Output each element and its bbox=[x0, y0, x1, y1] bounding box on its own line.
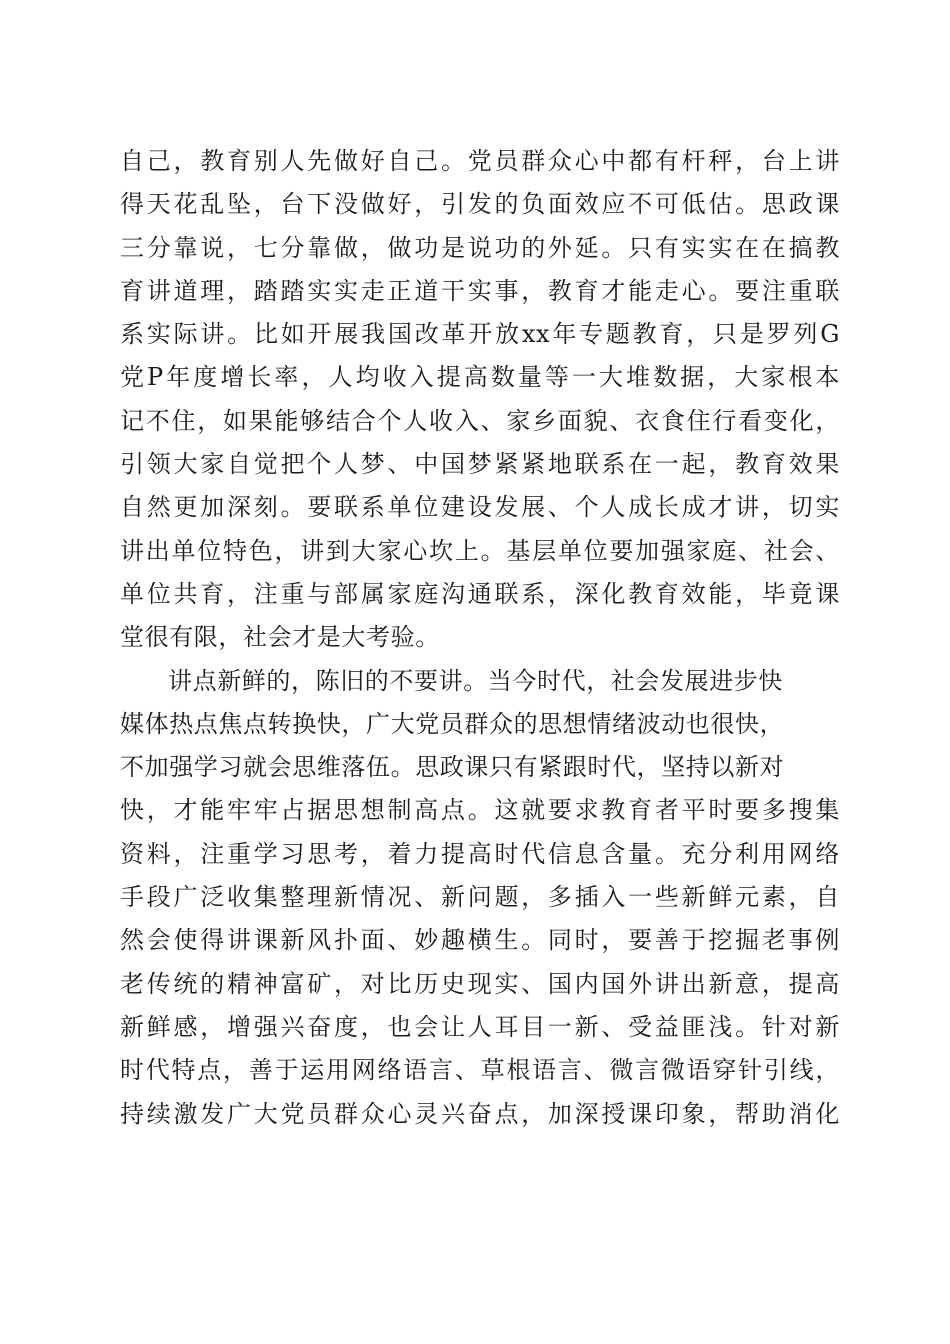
text-line: 引领大家自觉把个人梦、中国梦紧紧地联系在一起，教育效果 bbox=[120, 450, 840, 479]
text-line: 不加强学习就会思维落伍。思政课只有紧跟时代，坚持以新对 bbox=[120, 753, 785, 782]
text-line: 手段广泛收集整理新情况、新问题，多插入一些新鲜元素，自 bbox=[120, 883, 840, 912]
text-line: 自己，教育别人先做好自己。党员群众心中都有杆秤，台上讲 bbox=[120, 147, 840, 175]
text-line: 媒体热点焦点转换快，广大党员群众的思想情绪波动也很快， bbox=[120, 709, 785, 738]
text-line: 时代特点，善于运用网络语言、草根语言、微言微语穿针引线， bbox=[120, 1056, 840, 1085]
text-line: 然会使得讲课新风扑面、妙趣横生。同时，要善于挖掘老事例 bbox=[120, 926, 840, 955]
text-line: 育讲道理，踏踏实实走正道干实事，教育才能走心。要注重联 bbox=[120, 276, 840, 305]
text-line: 记不住，如果能够结合个人收入、家乡面貌、衣食住行看变化， bbox=[120, 406, 840, 435]
text-line: 自然更加深刻。要联系单位建设发展、个人成长成才讲，切实 bbox=[120, 493, 840, 522]
text-line: 讲出单位特色，讲到大家心坎上。基层单位要加强家庭、社会、 bbox=[120, 536, 840, 565]
text-line: 三分靠说，七分靠做，做功是说功的外延。只有实实在在搞教 bbox=[120, 233, 840, 262]
text-line: 党P年度增长率，人均收入提高数量等一大堆数据，大家根本 bbox=[120, 363, 840, 392]
text-line: 得天花乱坠，台下没做好，引发的负面效应不可低估。思政课 bbox=[120, 190, 840, 219]
paragraph-1 bbox=[120, 140, 840, 660]
text-line: 资料，注重学习思考，着力提高时代信息含量。充分利用网络 bbox=[120, 839, 840, 868]
text-line: 堂很有限，社会才是大考验。 bbox=[120, 623, 440, 652]
text-line: 系实际讲。比如开展我国改革开放xx年专题教育，只是罗列G bbox=[120, 320, 840, 349]
text-line: 快，才能牢牢占据思想制高点。这就要求教育者平时要多搜集 bbox=[120, 796, 840, 825]
paragraph-2 bbox=[120, 660, 840, 1136]
text-line: 持续激发广大党员群众心灵兴奋点，加深授课印象，帮助消化 bbox=[120, 1099, 840, 1128]
body-text bbox=[120, 140, 840, 1136]
text-line: 老传统的精神富矿，对比历史现实、国内国外讲出新意，提高 bbox=[120, 969, 840, 998]
text-line: 单位共育，注重与部属家庭沟通联系，深化教育效能，毕竟课 bbox=[120, 579, 840, 608]
text-line: 讲点新鲜的，陈旧的不要讲。当今时代，社会发展进步快 bbox=[168, 666, 783, 695]
text-line: 新鲜感，增强兴奋度，也会让人耳目一新、受益匪浅。针对新 bbox=[120, 1012, 840, 1041]
